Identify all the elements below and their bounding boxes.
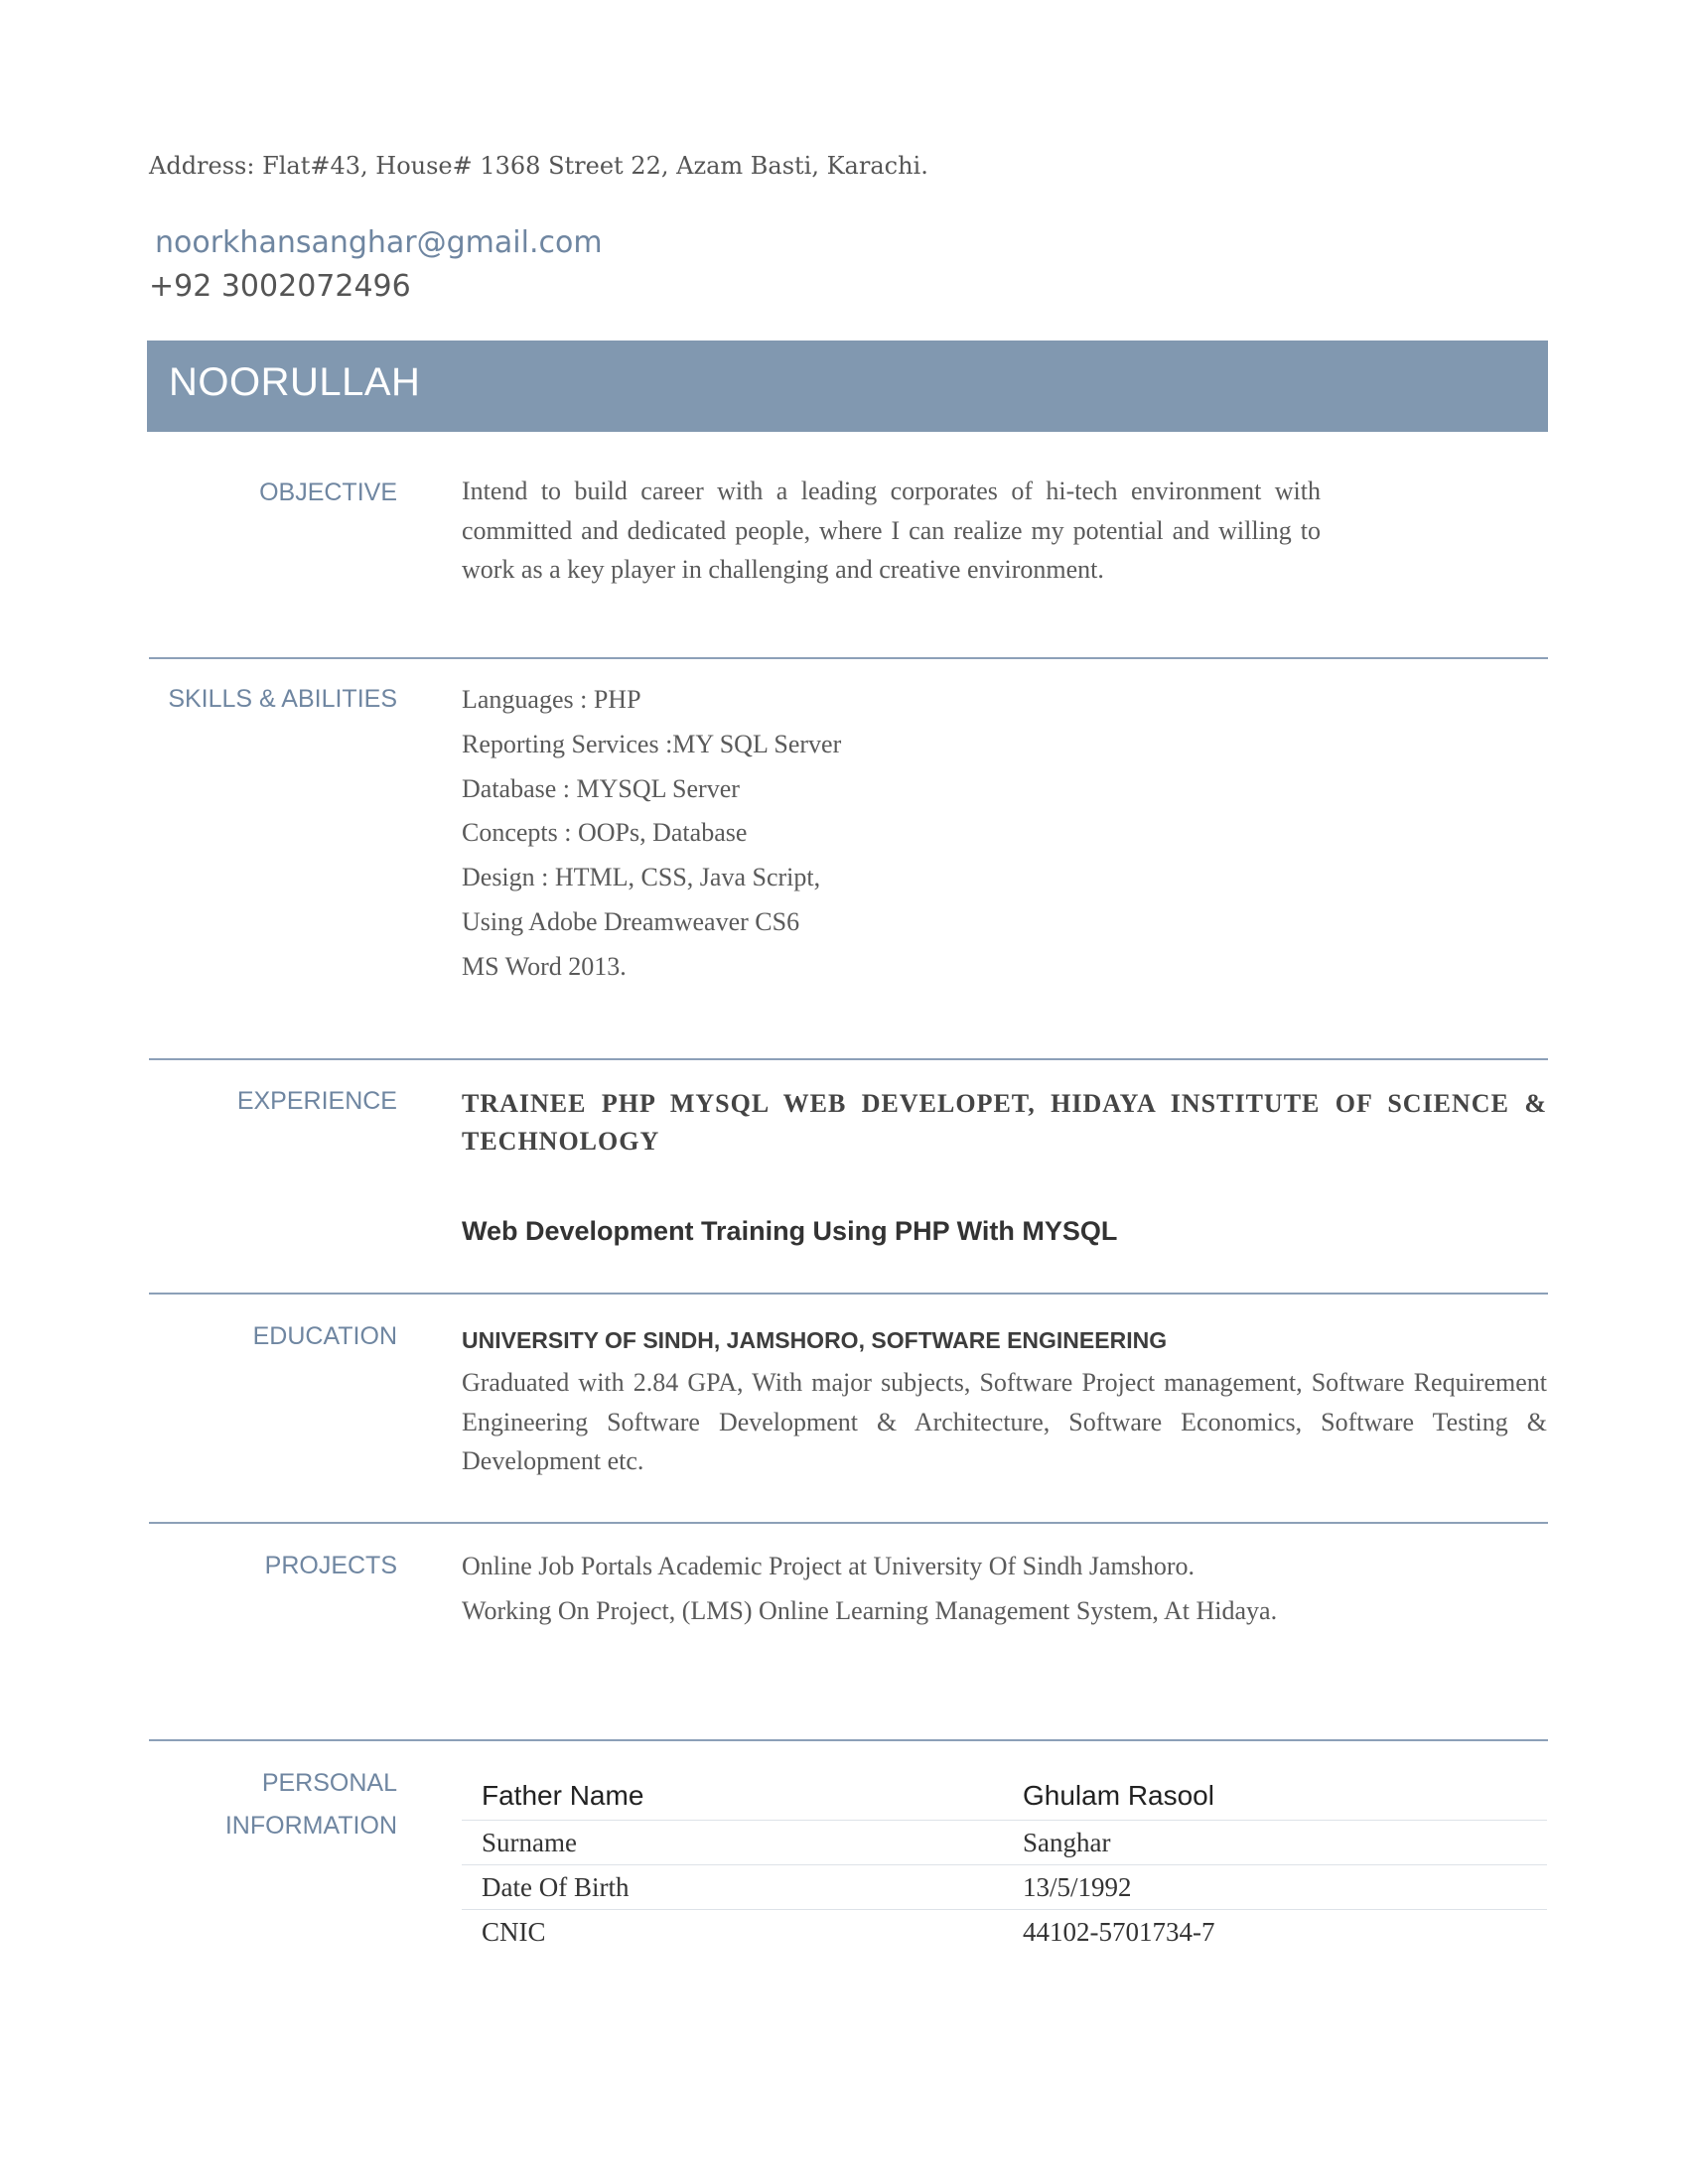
project-item: Working On Project, (LMS) Online Learning Management System, At Hidaya. [462,1595,1278,1625]
candidate-name: NOORULLAH [169,360,421,404]
table-row [462,1865,1547,1910]
skill-item: Using Adobe Dreamweaver CS6 [462,906,800,936]
personal-info-label-line: INFORMATION [224,1812,397,1840]
section-divider [149,1293,1548,1295]
field-value: 44102-5701734-7 [1023,1916,1215,1947]
field-name: Father Name [462,1772,1003,1821]
field-value: Ghulam Rasool [1003,1772,1547,1821]
field-name: Surname [462,1821,1003,1865]
section-divider [149,1739,1548,1741]
skills-label: SKILLS & ABILITIES [168,685,397,713]
experience-title: TRAINEE PHP MYSQL WEB DEVELOPET, HIDAYA INSTITUTE OF SCIENCE & TECHNOLOGY [462,1089,1547,1156]
skill-item: Concepts : OOPs, Database [462,818,748,848]
objective-label: OBJECTIVE [259,478,397,506]
skills-list [462,678,841,990]
project-item: Online Job Portals Academic Project at University Of Sindh Jamshoro. [462,1552,1196,1580]
field-value: Sanghar [1003,1821,1547,1865]
section-divider [149,657,1548,659]
section-divider [149,1058,1548,1060]
experience-label: EXPERIENCE [236,1087,397,1115]
education-text: Graduated with 2.84 GPA, With major subjects, Software Project management, Software Requirement Engineering Software Development & Architecture, Software Economics, Software Testing & Development etc. [462,1368,1547,1475]
projects-label: PROJECTS [264,1552,397,1579]
education-title: UNIVERSITY OF SINDH, JAMSHORO, SOFTWARE ENGINEERING [462,1327,1168,1353]
address: Address: Flat#43, House# 1368 Street 22, Azam Basti, Karachi. [149,152,928,180]
experience-subtitle: Web Development Training Using PHP With MYSQL [462,1216,1118,1246]
section-divider [149,1522,1548,1524]
personal-info-label-line: PERSONAL [261,1769,397,1797]
education-label: EDUCATION [252,1322,397,1350]
skill-item: MS Word 2013. [462,951,627,981]
table-row [462,1821,1547,1865]
skill-item: Database : MYSQL Server [462,773,740,803]
personal-info-table [462,1772,1547,1954]
skill-item: Design : HTML, CSS, Java Script, [462,863,821,892]
skill-item: Languages : PHP [462,685,641,714]
field-name: CNIC [482,1916,546,1947]
projects-list [462,1547,1321,1630]
phone-number: +92 3002072496 [149,269,411,304]
field-value: 13/5/1992 [1003,1865,1547,1910]
name-banner [147,341,1548,432]
skill-item: Reporting Services :MY SQL Server [462,729,842,758]
objective-text: Intend to build career with a leading corporates of hi-tech environment with committed and dedicated people, where I can realize my potential and willing to work as a key player in challenging and creative environment. [462,477,1321,584]
personal-info-label [225,1762,397,1847]
email-link[interactable]: noorkhansanghar@gmail.com [155,225,603,260]
table-row [462,1910,1547,1955]
table-row [462,1772,1547,1821]
field-name: Date Of Birth [462,1865,1003,1910]
